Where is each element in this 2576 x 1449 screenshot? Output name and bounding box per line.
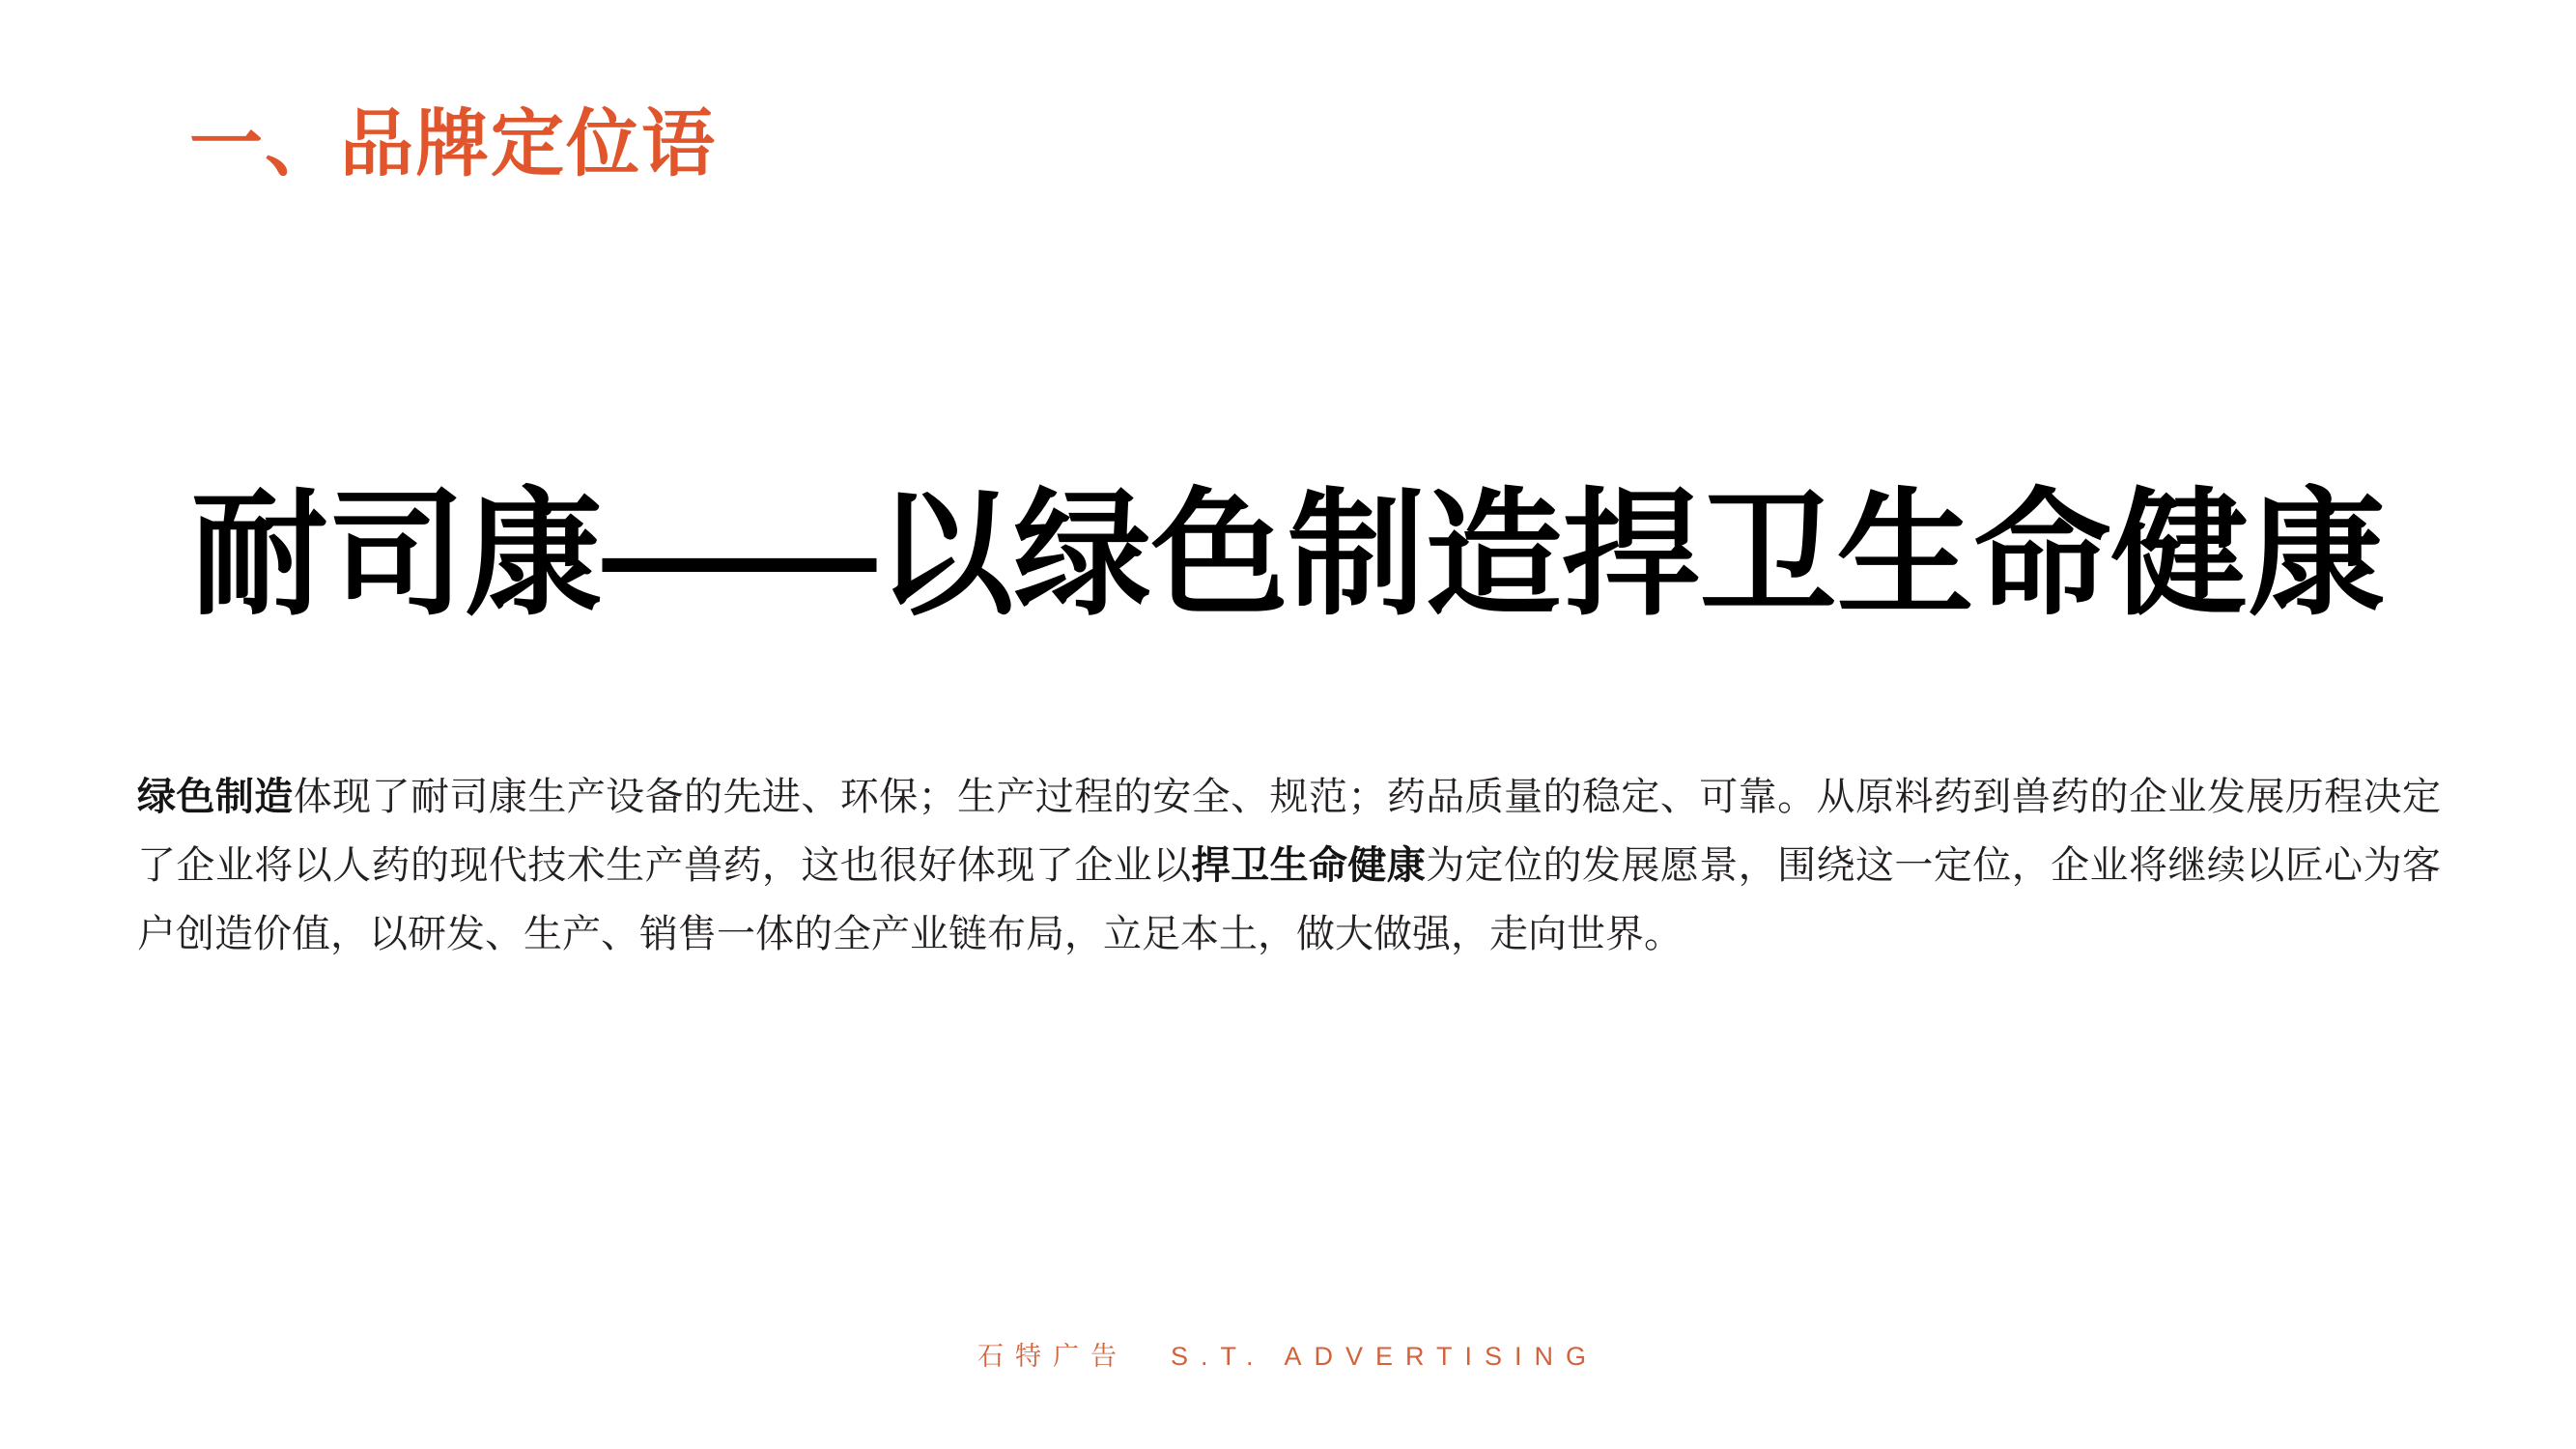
- body-bold-mid: 捍卫生命健康: [1191, 844, 1427, 888]
- body-bold-lead: 绿色制造: [137, 776, 294, 818]
- body-paragraph: [137, 763, 2441, 970]
- slogan-title: 耐司康——以绿色制造捍卫生命健康: [190, 478, 2386, 632]
- body-text-1: 体现了耐司康生产设备的先进、环保；生产过程的安全、规范；药品质量的稳定、可靠。从原料药到兽药的企业发展历程决定了企业将以人药的现代技术生产兽药，这也很好体现了企业以: [137, 776, 2442, 888]
- slide-footer: [0, 1335, 2576, 1373]
- footer-brand-cn: 石特广告: [977, 1342, 1128, 1371]
- body-text-2: 为定位的发展愿景，围绕这一定位，企业将继续以匠心为客户创造价值，以研发、生产、销售一体的全产业链布局，立足本土，做大做强，走向世界。: [137, 844, 2442, 956]
- section-heading: 一、品牌定位语: [189, 103, 717, 185]
- footer-brand-en: S.T. ADVERTISING: [1170, 1342, 1599, 1371]
